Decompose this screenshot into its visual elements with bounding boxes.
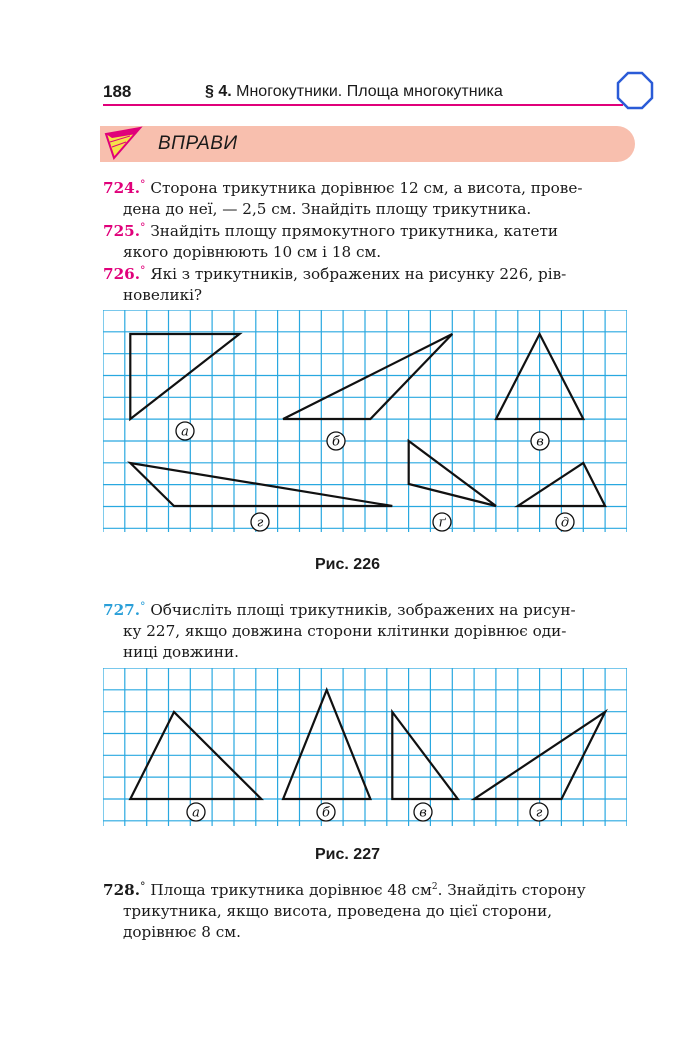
exercise-728 bbox=[103, 876, 635, 943]
grid bbox=[103, 310, 627, 532]
page-number: 188 bbox=[103, 82, 132, 101]
label-g: г bbox=[256, 515, 264, 531]
exercise-724 bbox=[103, 174, 635, 220]
exercise-number: 727.° bbox=[103, 600, 146, 619]
exercise-text: Сторона трикутника дорівнює 12 см, а висота, прове- bbox=[150, 179, 583, 197]
label-a: а bbox=[192, 805, 200, 821]
set-square-icon bbox=[100, 124, 148, 164]
exercise-text: Обчисліть площі трикутників, зображених на рисун- bbox=[150, 601, 576, 619]
figure-labels bbox=[176, 422, 574, 531]
label-a: а bbox=[181, 424, 189, 440]
exercise-text: ку 227, якщо довжина сторони клітинки дорівнює оди- bbox=[123, 622, 567, 640]
exercise-number: 726.° bbox=[103, 264, 146, 283]
label-v: в bbox=[536, 434, 544, 450]
exercise-726 bbox=[103, 260, 635, 306]
triangle-b bbox=[283, 690, 370, 799]
exercise-text: ниці довжини. bbox=[123, 643, 239, 661]
figure-labels bbox=[187, 803, 548, 821]
exercise-text: Знайдіть площу прямокутного трикутника, катети bbox=[150, 222, 558, 240]
exercise-text: Які з трикутників, зображених на рисунку 226, рів- bbox=[150, 265, 567, 283]
exercise-text: трикутника, якщо висота, проведена до цієї сторони, bbox=[123, 902, 553, 920]
exercise-text: якого дорівнюють 10 см і 18 см. bbox=[123, 243, 382, 261]
exercise-number: 724.° bbox=[103, 178, 146, 197]
exercise-number: 725.° bbox=[103, 221, 146, 240]
exercise-text: новеликі? bbox=[123, 286, 203, 304]
section-title: Многокутники. Площа многокутника bbox=[236, 83, 503, 100]
label-g: г bbox=[535, 805, 543, 821]
label-b: б bbox=[322, 805, 330, 821]
triangle-b bbox=[283, 334, 452, 419]
exercise-text: дена до неї, — 2,5 см. Знайдіть площу трикутника. bbox=[123, 200, 532, 218]
label-gg: ґ bbox=[438, 515, 446, 531]
exercise-text: дорівнює 8 см. bbox=[123, 923, 241, 941]
figure-226-caption: Рис. 226 bbox=[315, 556, 380, 573]
exercise-725 bbox=[103, 217, 635, 263]
figure-226 bbox=[103, 310, 627, 532]
header-rule bbox=[103, 104, 623, 106]
label-b: б bbox=[332, 434, 340, 450]
exercise-727 bbox=[103, 596, 635, 663]
section-heading bbox=[205, 83, 503, 101]
grid bbox=[103, 668, 627, 826]
exercise-number: 728.° bbox=[103, 880, 146, 899]
figure-227-caption: Рис. 227 bbox=[315, 846, 380, 863]
exercise-text: Площа трикутника дорівнює 48 $см^2$. Знайдіть сторону bbox=[150, 881, 586, 899]
label-v: в bbox=[419, 805, 427, 821]
banner-title: ВПРАВИ bbox=[158, 133, 238, 154]
figure-227 bbox=[103, 668, 627, 826]
octagon-icon bbox=[614, 70, 656, 112]
section-mark: § 4. bbox=[205, 83, 232, 100]
label-d: д bbox=[560, 515, 570, 531]
